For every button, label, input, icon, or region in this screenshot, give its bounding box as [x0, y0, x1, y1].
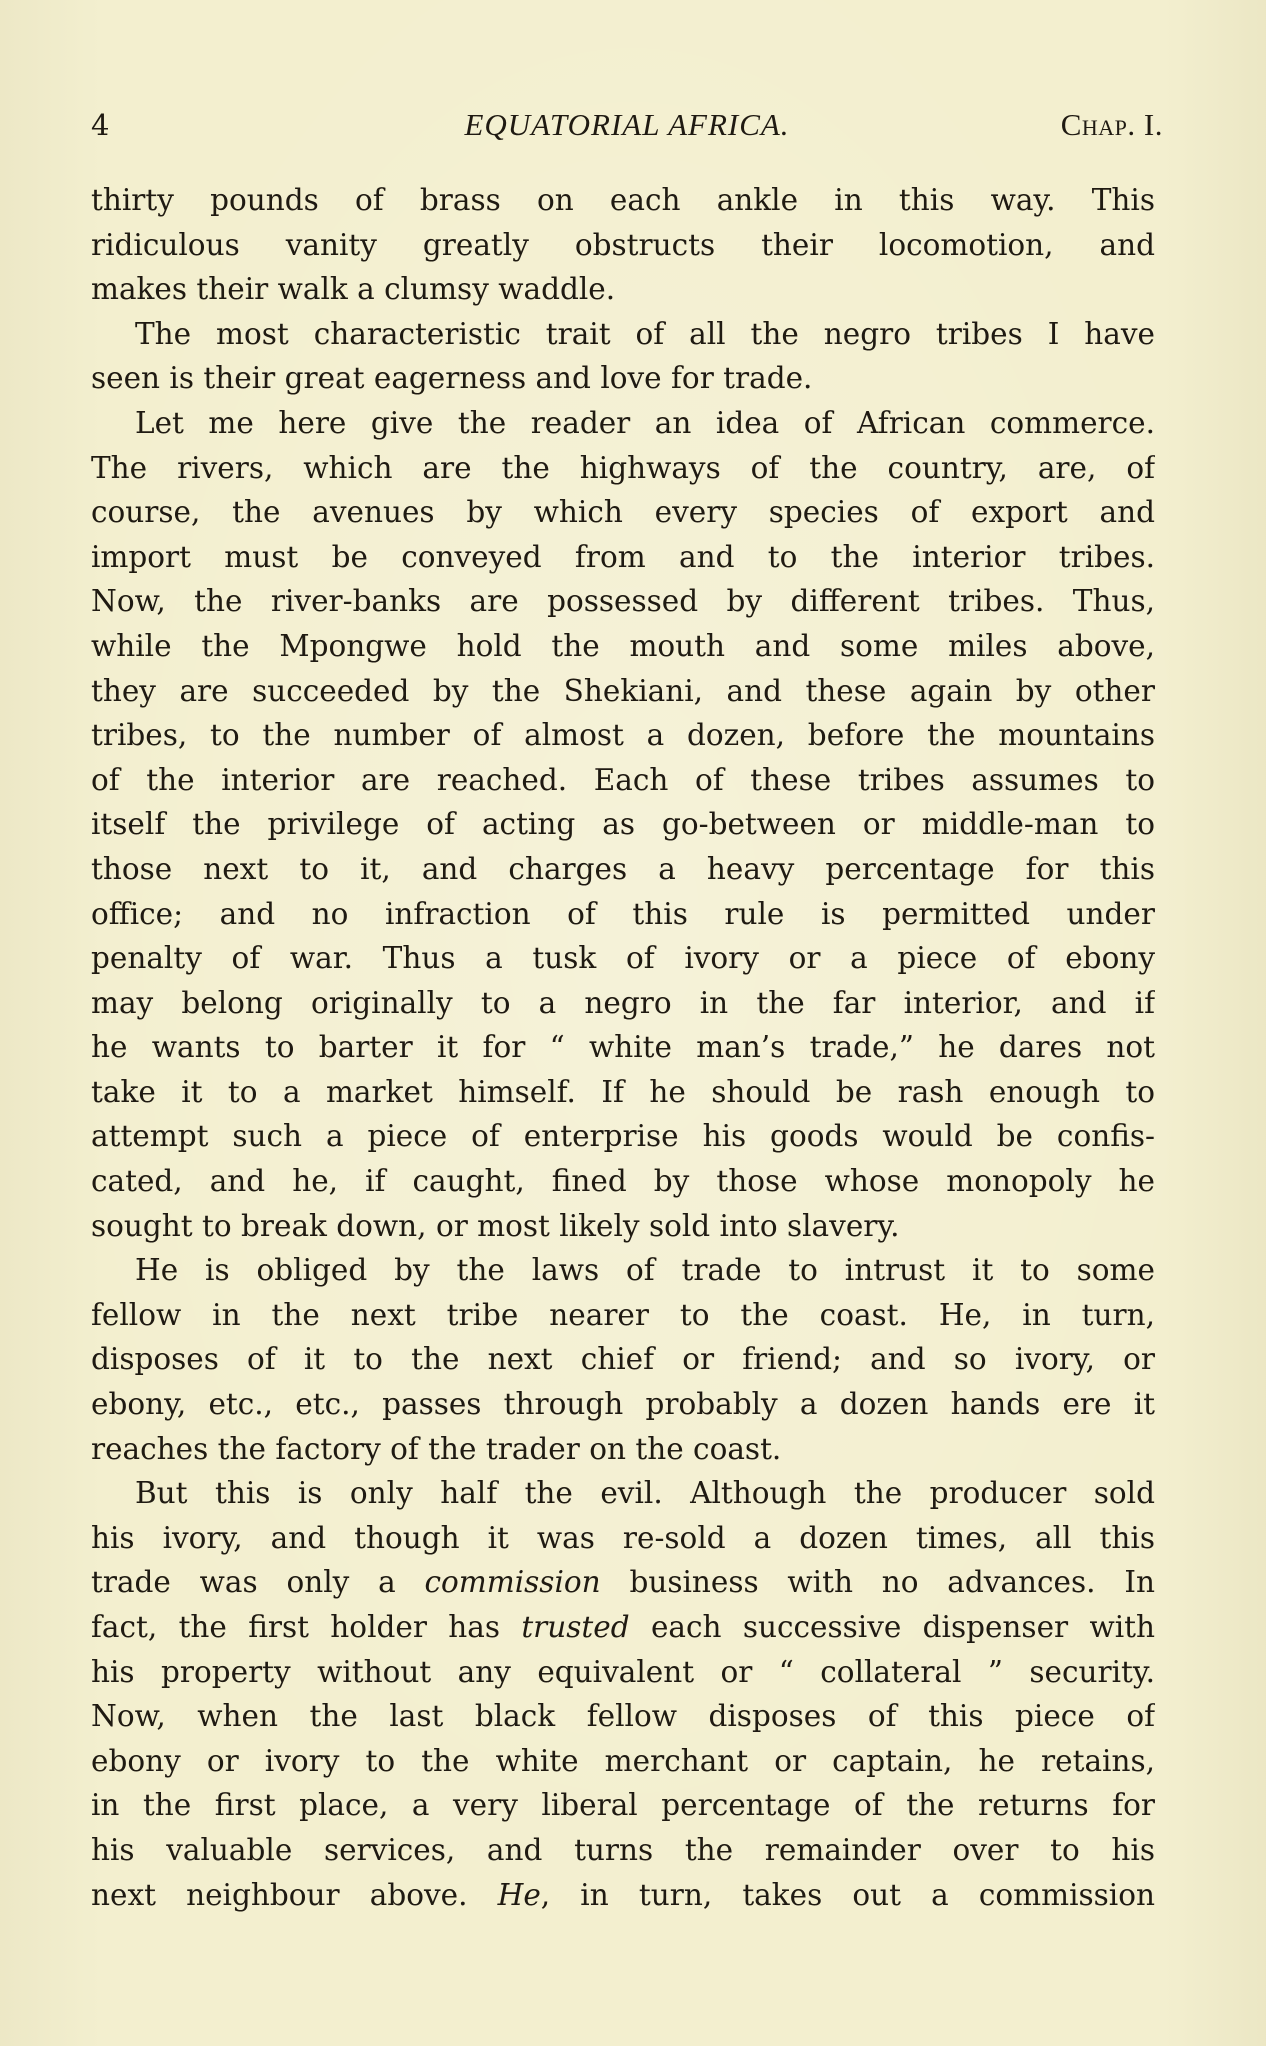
text-line: Now, when the last black fellow disposes of this piece of — [91, 1699, 1155, 1734]
text-line: take it to a market himself. If he should be rash enough to — [91, 1074, 1155, 1109]
text-line: attempt such a piece of enterprise his goods would be confis- — [91, 1119, 1155, 1154]
text-line: ridiculous vanity greatly obstructs their locomotion, and — [91, 227, 1155, 262]
text-fragment: trade was only a — [91, 1565, 396, 1600]
text-fragment: fact, the first holder has — [91, 1610, 500, 1644]
text-fragment: business with no advances. In — [629, 1565, 1155, 1600]
text-line: they are succeeded by the Shekiani, and these again by other — [91, 673, 1155, 708]
text-fragment: each successive dispenser with — [650, 1610, 1155, 1644]
text-fragment: , in turn, takes out a commission — [540, 1877, 1155, 1912]
text-line: ebony or ivory to the white merchant or captain, he retains, — [91, 1743, 1155, 1778]
text-line: itself the privilege of acting as go-between or middle-man to — [91, 807, 1155, 842]
text-line — [91, 1873, 1155, 1918]
italic-word: commission — [424, 1565, 601, 1600]
text-line: makes their walk a clumsy waddle. — [91, 272, 616, 307]
text-line: penalty of war. Thus a tusk of ivory or a piece of ebony — [91, 941, 1155, 976]
page-header — [91, 105, 1163, 145]
italic-word: He — [497, 1877, 541, 1912]
text-line: sought to break down, or most likely sold into slavery. — [91, 1208, 900, 1243]
text-line: ebony, etc., etc., passes through probably a dozen hands ere it — [91, 1387, 1155, 1422]
text-line: disposes of it to the next chief or friend; and so ivory, or — [91, 1342, 1155, 1377]
text-line: The rivers, which are the highways of the country, are, of — [91, 450, 1155, 485]
text-line: seen is their great eagerness and love for trade. — [91, 361, 813, 396]
text-line: The most characteristic trait of all the negro tribes I have — [135, 316, 1155, 351]
text-line: his property without any equivalent or “ collateral ” security. — [91, 1654, 1155, 1689]
text-line: in the first place, a very liberal percentage of the returns for — [91, 1788, 1155, 1823]
text-line: while the Mpongwe hold the mouth and some miles above, — [91, 628, 1155, 663]
text-line: his ivory, and though it was re-sold a dozen times, all this — [91, 1520, 1155, 1555]
text-line: thirty pounds of brass on each ankle in this way. This — [91, 183, 1155, 217]
text-line — [91, 1560, 1155, 1605]
text-line: import must be conveyed from and to the interior tribes. — [91, 539, 1155, 574]
text-line: fellow in the next tribe nearer to the coast. He, in turn, — [91, 1297, 1155, 1332]
chapter-label: Chap. I. — [1060, 107, 1163, 142]
text-line: of the interior are reached. Each of these tribes assumes to — [91, 762, 1155, 797]
text-line: office; and no infraction of this rule is permitted under — [91, 896, 1155, 931]
running-title: EQUATORIAL AFRICA. — [464, 107, 790, 142]
text-line: Let me here give the reader an idea of African commerce. — [135, 405, 1155, 440]
text-line: But this is only half the evil. Although the producer sold — [135, 1476, 1155, 1511]
italic-word: trusted — [521, 1610, 630, 1644]
text-line: he wants to barter it for “ white man’s trade,” he dares not — [91, 1030, 1155, 1065]
text-line: He is obliged by the laws of trade to intrust it to some — [135, 1253, 1155, 1288]
text-line — [91, 1605, 1155, 1650]
text-line: course, the avenues by which every species of export and — [91, 495, 1155, 530]
text-line: tribes, to the number of almost a dozen, before the mountains — [91, 718, 1155, 753]
text-line: reaches the factory of the trader on the coast. — [91, 1431, 782, 1466]
text-line: those next to it, and charges a heavy percentage for this — [91, 851, 1155, 886]
text-line: may belong originally to a negro in the far interior, and if — [91, 985, 1155, 1020]
text-fragment: next neighbour above. — [91, 1877, 468, 1912]
page-number: 4 — [91, 108, 110, 142]
text-line: his valuable services, and turns the remainder over to his — [91, 1832, 1155, 1867]
body-text — [91, 178, 1155, 1917]
text-line: cated, and he, if caught, fined by those whose monopoly he — [91, 1164, 1155, 1199]
text-line: Now, the river-banks are possessed by different tribes. Thus, — [91, 584, 1155, 619]
